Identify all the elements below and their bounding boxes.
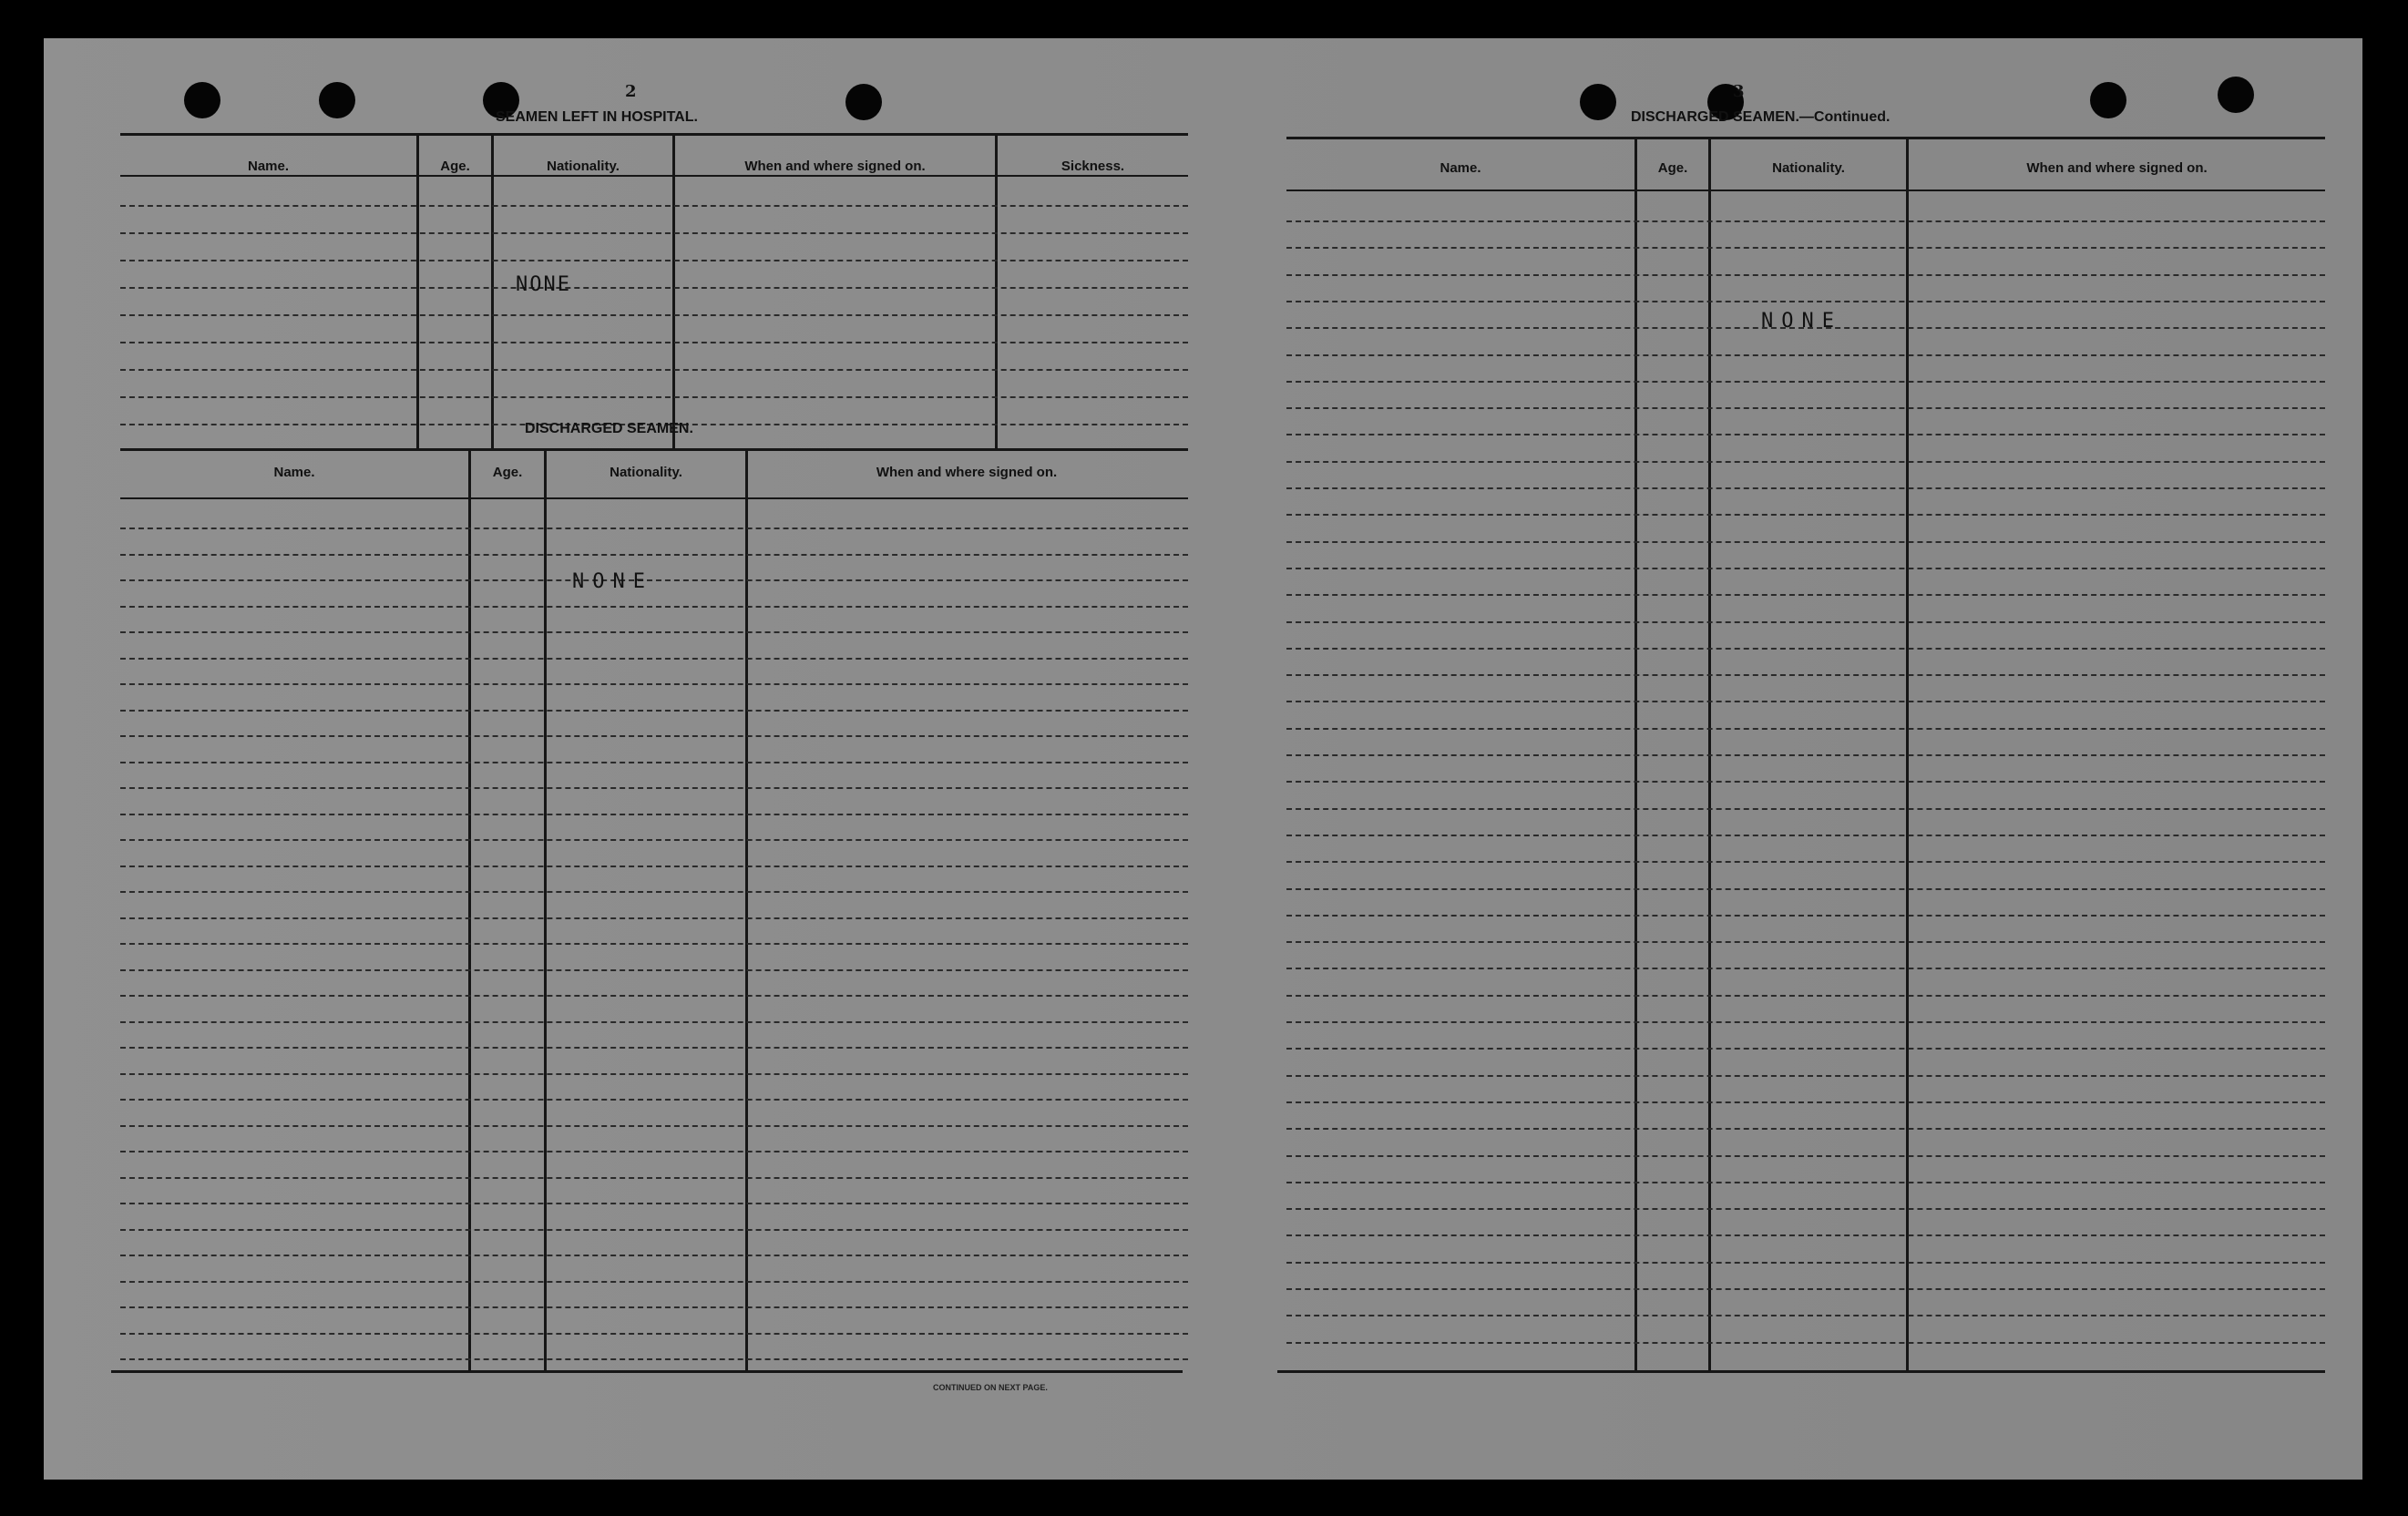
ruled-line xyxy=(1286,1101,2325,1103)
ruled-line xyxy=(1286,648,2325,650)
ruled-line xyxy=(1286,835,2325,836)
hospital-section-title: SEAMEN LEFT IN HOSPITAL. xyxy=(496,109,698,125)
ruled-line xyxy=(1286,1155,2325,1157)
discharged-continued-title: DISCHARGED SEAMEN.—Continued. xyxy=(1631,109,1891,125)
ruled-line xyxy=(1286,514,2325,516)
ruled-line xyxy=(120,683,1188,685)
ruled-line xyxy=(1286,781,2325,783)
ruled-line xyxy=(120,735,1188,737)
ruled-line xyxy=(1286,915,2325,917)
ruled-line xyxy=(120,787,1188,789)
ruled-line xyxy=(1286,274,2325,276)
discharged-table-header-rule xyxy=(120,497,1188,499)
punch-hole xyxy=(319,82,355,118)
ruled-line xyxy=(120,1151,1188,1152)
ruled-line xyxy=(1286,1021,2325,1023)
ruled-line xyxy=(1286,1208,2325,1210)
punch-hole xyxy=(184,82,220,118)
ruled-line xyxy=(120,1255,1188,1256)
ruled-line xyxy=(1286,220,2325,222)
ruled-line xyxy=(1286,381,2325,383)
ruled-line xyxy=(120,866,1188,867)
left-page-number: 2 xyxy=(625,82,637,101)
right-none-entry: NONE xyxy=(1761,310,1842,333)
ruled-line xyxy=(120,1125,1188,1127)
ruled-line xyxy=(120,1306,1188,1308)
ruled-line xyxy=(120,891,1188,893)
ruled-line xyxy=(120,1203,1188,1204)
ruled-line xyxy=(120,1073,1188,1075)
right-col-name: Name. xyxy=(1440,160,1481,176)
ruled-line xyxy=(1286,1262,2325,1264)
ruled-line xyxy=(1286,1182,2325,1183)
hospital-col-divider xyxy=(995,133,998,450)
hospital-col-divider xyxy=(672,133,675,450)
right-table-top-rule xyxy=(1286,137,2325,139)
right-page-number: 3 xyxy=(1733,82,1745,101)
ruled-line xyxy=(120,260,1188,261)
ruled-line xyxy=(1286,434,2325,435)
ruled-line xyxy=(120,606,1188,608)
discharged-col-divider xyxy=(468,448,471,1372)
ruled-line xyxy=(1286,861,2325,863)
ruled-line xyxy=(120,1358,1188,1360)
hospital-table-header-rule xyxy=(120,175,1188,177)
discharged-table-bottom-rule xyxy=(111,1370,1183,1373)
ruled-line xyxy=(1286,941,2325,943)
ruled-line xyxy=(1286,354,2325,356)
discharged-col-name: Name. xyxy=(273,465,315,480)
ruled-line xyxy=(120,1099,1188,1101)
ruled-line xyxy=(120,314,1188,316)
ruled-line xyxy=(120,710,1188,712)
discharged-none-entry: NONE xyxy=(572,570,653,593)
ruled-line xyxy=(1286,888,2325,890)
ruled-line xyxy=(1286,568,2325,569)
right-col-signed-on: When and where signed on. xyxy=(2026,160,2208,176)
ruled-line xyxy=(1286,1048,2325,1050)
ruled-line xyxy=(120,528,1188,529)
ruled-line xyxy=(1286,995,2325,997)
ruled-line xyxy=(120,814,1188,815)
hospital-col-divider xyxy=(491,133,494,450)
ruled-line xyxy=(1286,1315,2325,1316)
ruled-line xyxy=(120,762,1188,763)
ruled-line xyxy=(120,369,1188,371)
ruled-line xyxy=(120,1281,1188,1283)
ruled-line xyxy=(1286,754,2325,756)
ruled-line xyxy=(120,995,1188,997)
discharged-col-divider xyxy=(745,448,748,1372)
right-col-nationality: Nationality. xyxy=(1772,160,1845,176)
ruled-line xyxy=(120,1021,1188,1023)
hospital-col-name: Name. xyxy=(247,159,290,174)
punch-hole xyxy=(2090,82,2126,118)
ruled-line xyxy=(120,342,1188,343)
punch-hole xyxy=(1580,84,1616,120)
ruled-line xyxy=(1286,701,2325,702)
punch-hole xyxy=(2218,77,2254,113)
discharged-col-signed-on: When and where signed on. xyxy=(876,465,1058,480)
ruled-line xyxy=(120,1177,1188,1179)
hospital-table-top-rule xyxy=(120,133,1188,136)
ruled-line xyxy=(1286,594,2325,596)
ruled-line xyxy=(1286,1288,2325,1290)
hospital-col-sickness: Sickness. xyxy=(1061,159,1125,174)
ruled-line xyxy=(1286,968,2325,969)
discharged-section-title: DISCHARGED SEAMEN. xyxy=(525,421,693,436)
ruled-line xyxy=(120,1229,1188,1231)
document-sheet xyxy=(44,38,2362,1480)
right-col-age: Age. xyxy=(1657,160,1688,176)
ruled-line xyxy=(1286,301,2325,302)
right-table-header-rule xyxy=(1286,190,2325,191)
ruled-line xyxy=(1286,728,2325,730)
ruled-line xyxy=(120,205,1188,207)
ruled-line xyxy=(1286,1075,2325,1077)
hospital-col-nationality: Nationality. xyxy=(547,159,620,174)
ruled-line xyxy=(1286,1128,2325,1130)
ruled-line xyxy=(1286,247,2325,249)
ruled-line xyxy=(120,631,1188,633)
ruled-line xyxy=(1286,461,2325,463)
ruled-line xyxy=(120,1333,1188,1335)
ruled-line xyxy=(1286,674,2325,676)
ruled-line xyxy=(120,396,1188,398)
ruled-line xyxy=(1286,487,2325,489)
ruled-line xyxy=(1286,621,2325,623)
right-table-bottom-rule xyxy=(1277,1370,2325,1373)
ruled-line xyxy=(120,1047,1188,1049)
ruled-line xyxy=(120,943,1188,945)
ruled-line xyxy=(120,969,1188,971)
punch-hole xyxy=(845,84,882,120)
hospital-col-age: Age. xyxy=(440,159,470,174)
ruled-line xyxy=(1286,808,2325,810)
continued-footer-note: CONTINUED ON NEXT PAGE. xyxy=(933,1383,1048,1392)
ruled-line xyxy=(1286,1342,2325,1344)
discharged-col-nationality: Nationality. xyxy=(610,465,682,480)
hospital-col-divider xyxy=(416,133,419,450)
hospital-none-entry: NONE xyxy=(516,273,571,296)
ruled-line xyxy=(120,658,1188,660)
ruled-line xyxy=(120,232,1188,234)
ruled-line xyxy=(120,554,1188,556)
ruled-line xyxy=(120,917,1188,919)
discharged-col-divider xyxy=(544,448,547,1372)
ruled-line xyxy=(120,579,1188,581)
ruled-line xyxy=(1286,541,2325,543)
ruled-line xyxy=(120,287,1188,289)
ruled-line xyxy=(120,839,1188,841)
ruled-line xyxy=(1286,407,2325,409)
ruled-line xyxy=(1286,1234,2325,1236)
discharged-table-top-rule xyxy=(120,448,1188,451)
discharged-col-age: Age. xyxy=(492,465,523,480)
hospital-col-signed-on: When and where signed on. xyxy=(744,159,926,174)
